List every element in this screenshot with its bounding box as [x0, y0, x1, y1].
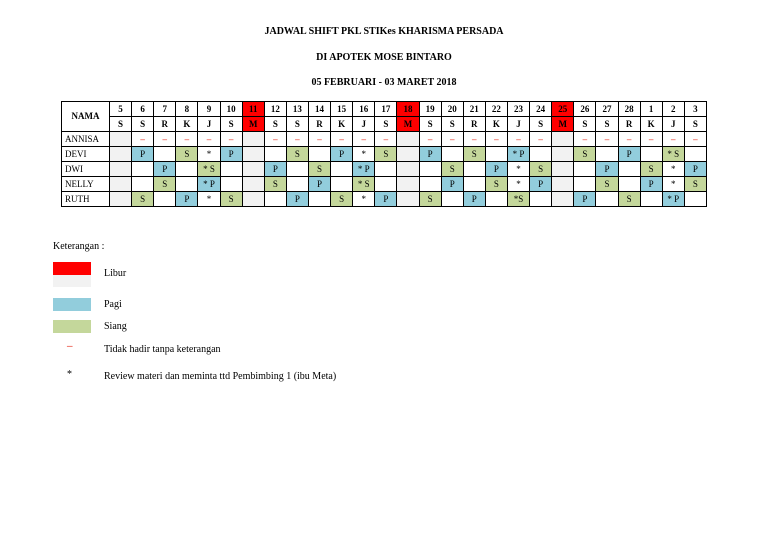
shift-cell	[220, 162, 242, 177]
student-name: DWI	[62, 162, 110, 177]
shift-cell	[552, 132, 574, 147]
shift-cell: S	[574, 147, 596, 162]
day-header: J	[353, 117, 375, 132]
shift-cell	[220, 177, 242, 192]
shift-cell	[154, 192, 176, 207]
shift-cell: –	[684, 132, 706, 147]
legend-swatch-siang	[53, 320, 91, 333]
date-header: 10	[220, 102, 242, 117]
legend-star-symbol: *	[67, 369, 72, 380]
shift-cell: S	[684, 177, 706, 192]
shift-cell: * S	[198, 162, 220, 177]
day-header: K	[485, 117, 507, 132]
shift-cell	[530, 192, 552, 207]
date-header: 16	[353, 102, 375, 117]
date-header-row	[62, 102, 707, 117]
doc-subtitle-period: 05 FEBRUARI - 03 MARET 2018	[311, 77, 457, 88]
shift-cell	[286, 162, 308, 177]
shift-cell	[331, 177, 353, 192]
shift-cell: –	[176, 132, 198, 147]
shift-cell: –	[286, 132, 308, 147]
table-row	[62, 192, 707, 207]
shift-cell	[485, 192, 507, 207]
shift-cell: –	[419, 132, 441, 147]
shift-cell: S	[132, 192, 154, 207]
shift-cell	[110, 162, 132, 177]
date-header: 3	[684, 102, 706, 117]
shift-cell: –	[308, 132, 330, 147]
shift-cell	[308, 192, 330, 207]
shift-cell: * P	[353, 162, 375, 177]
shift-cell	[530, 147, 552, 162]
shift-cell	[552, 192, 574, 207]
shift-cell: S	[264, 177, 286, 192]
legend-swatch-libur	[53, 262, 91, 275]
date-header: 13	[286, 102, 308, 117]
shift-cell: *	[198, 147, 220, 162]
day-header: M	[397, 117, 419, 132]
shift-cell: S	[530, 162, 552, 177]
shift-cell	[397, 132, 419, 147]
shift-cell	[132, 162, 154, 177]
shift-cell: –	[441, 132, 463, 147]
table-row	[62, 132, 707, 147]
date-header: 24	[530, 102, 552, 117]
day-header: S	[441, 117, 463, 132]
shift-cell: P	[331, 147, 353, 162]
shift-cell: *	[353, 147, 375, 162]
legend-label-libur: Libur	[104, 268, 127, 279]
date-header: 9	[198, 102, 220, 117]
shift-cell: P	[220, 147, 242, 162]
day-header: S	[419, 117, 441, 132]
shift-cell	[242, 177, 264, 192]
day-header-row	[62, 117, 707, 132]
legend-dash-symbol: –	[67, 340, 73, 352]
shift-cell: *	[662, 162, 684, 177]
shift-cell: *	[198, 192, 220, 207]
shift-cell: S	[618, 192, 640, 207]
shift-cell: S	[154, 177, 176, 192]
shift-cell	[397, 147, 419, 162]
table-row	[62, 147, 707, 162]
shift-cell: S	[308, 162, 330, 177]
shift-cell	[397, 192, 419, 207]
shift-cell: –	[463, 132, 485, 147]
shift-cell: –	[154, 132, 176, 147]
shift-cell: * S	[353, 177, 375, 192]
shift-cell: S	[331, 192, 353, 207]
shift-cell	[176, 162, 198, 177]
shift-cell: –	[220, 132, 242, 147]
legend-swatch-libur-grey	[53, 275, 91, 287]
shift-cell	[242, 192, 264, 207]
legend-swatch-pagi	[53, 298, 91, 311]
shift-cell: P	[618, 147, 640, 162]
shift-cell	[684, 192, 706, 207]
shift-cell	[264, 192, 286, 207]
shift-cell: S	[463, 147, 485, 162]
shift-cell	[640, 192, 662, 207]
date-header: 8	[176, 102, 198, 117]
shift-cell: P	[308, 177, 330, 192]
date-header: 12	[264, 102, 286, 117]
shift-cell: P	[485, 162, 507, 177]
shift-cell: *	[353, 192, 375, 207]
shift-cell	[596, 192, 618, 207]
day-header: S	[684, 117, 706, 132]
shift-cell	[618, 162, 640, 177]
student-name: NELLY	[62, 177, 110, 192]
shift-cell: –	[530, 132, 552, 147]
shift-cell: P	[286, 192, 308, 207]
shift-cell: P	[132, 147, 154, 162]
shift-cell: P	[154, 162, 176, 177]
shift-cell	[419, 162, 441, 177]
shift-cell: –	[132, 132, 154, 147]
shift-cell	[154, 147, 176, 162]
shift-cell: –	[485, 132, 507, 147]
shift-cell: *S	[507, 192, 529, 207]
shift-cell: –	[353, 132, 375, 147]
shift-cell: * P	[662, 192, 684, 207]
shift-cell	[242, 162, 264, 177]
shift-cell	[441, 192, 463, 207]
shift-cell: P	[441, 177, 463, 192]
shift-cell	[552, 162, 574, 177]
shift-cell	[419, 177, 441, 192]
shift-cell: –	[198, 132, 220, 147]
shift-cell	[375, 177, 397, 192]
day-header: M	[242, 117, 264, 132]
shift-cell	[552, 177, 574, 192]
shift-cell	[110, 147, 132, 162]
shift-cell: * P	[198, 177, 220, 192]
shift-cell	[110, 177, 132, 192]
shift-cell: P	[463, 192, 485, 207]
shift-cell: P	[375, 192, 397, 207]
shift-cell	[485, 147, 507, 162]
date-header: 1	[640, 102, 662, 117]
date-header: 15	[331, 102, 353, 117]
day-header: R	[618, 117, 640, 132]
shift-cell	[397, 177, 419, 192]
day-header: S	[110, 117, 132, 132]
day-header: S	[596, 117, 618, 132]
shift-cell: S	[419, 192, 441, 207]
shift-cell: S	[176, 147, 198, 162]
student-name: DEVI	[62, 147, 110, 162]
shift-cell: –	[375, 132, 397, 147]
shift-cell	[132, 177, 154, 192]
shift-cell: –	[574, 132, 596, 147]
shift-cell	[242, 147, 264, 162]
shift-cell: P	[264, 162, 286, 177]
date-header: 5	[110, 102, 132, 117]
day-header: K	[176, 117, 198, 132]
shift-cell: P	[574, 192, 596, 207]
shift-cell	[331, 162, 353, 177]
date-header: 18	[397, 102, 419, 117]
student-name: ANNISA	[62, 132, 110, 147]
shift-cell: P	[640, 177, 662, 192]
date-header: 21	[463, 102, 485, 117]
legend-label-pagi: Pagi	[104, 299, 122, 310]
day-header: R	[154, 117, 176, 132]
date-header: 23	[507, 102, 529, 117]
doc-title: JADWAL SHIFT PKL STIKes KHARISMA PERSADA	[264, 26, 504, 37]
shift-cell: –	[640, 132, 662, 147]
date-header: 11	[242, 102, 264, 117]
shift-cell: –	[618, 132, 640, 147]
shift-schedule-table	[61, 101, 707, 207]
shift-cell	[176, 177, 198, 192]
day-header: M	[552, 117, 574, 132]
shift-cell	[552, 147, 574, 162]
doc-subtitle-location: DI APOTEK MOSE BINTARO	[316, 52, 452, 63]
shift-cell: S	[286, 147, 308, 162]
legend-label-absent: Tidak hadir tanpa keterangan	[104, 344, 221, 355]
shift-cell	[375, 162, 397, 177]
day-header: S	[220, 117, 242, 132]
day-header: R	[463, 117, 485, 132]
day-header: J	[662, 117, 684, 132]
shift-cell	[640, 147, 662, 162]
shift-cell	[286, 177, 308, 192]
shift-cell: S	[375, 147, 397, 162]
shift-cell: –	[662, 132, 684, 147]
shift-cell: * S	[662, 147, 684, 162]
shift-cell: P	[530, 177, 552, 192]
shift-cell: S	[640, 162, 662, 177]
shift-cell	[574, 177, 596, 192]
shift-cell: –	[507, 132, 529, 147]
legend-label-review: Review materi dan meminta ttd Pembimbing 1 (ibu Meta)	[104, 371, 337, 382]
shift-cell: –	[264, 132, 286, 147]
shift-cell	[596, 147, 618, 162]
table-row	[62, 162, 707, 177]
day-header: K	[640, 117, 662, 132]
shift-cell: S	[485, 177, 507, 192]
date-header: 27	[596, 102, 618, 117]
shift-cell: S	[441, 162, 463, 177]
day-header: S	[264, 117, 286, 132]
day-header: S	[286, 117, 308, 132]
shift-cell	[264, 147, 286, 162]
day-header: J	[198, 117, 220, 132]
shift-cell: P	[419, 147, 441, 162]
shift-cell: –	[596, 132, 618, 147]
shift-cell: P	[684, 162, 706, 177]
student-name: RUTH	[62, 192, 110, 207]
shift-cell	[618, 177, 640, 192]
shift-cell	[684, 147, 706, 162]
shift-cell: S	[220, 192, 242, 207]
legend-title: Keterangan :	[53, 241, 105, 252]
day-header: S	[530, 117, 552, 132]
shift-cell: *	[662, 177, 684, 192]
shift-cell	[110, 192, 132, 207]
shift-cell: –	[331, 132, 353, 147]
day-header: K	[331, 117, 353, 132]
name-column-header: NAMA	[62, 102, 110, 132]
shift-cell: *	[507, 162, 529, 177]
shift-cell	[397, 162, 419, 177]
legend-label-siang: Siang	[104, 321, 127, 332]
date-header: 2	[662, 102, 684, 117]
date-header: 19	[419, 102, 441, 117]
date-header: 6	[132, 102, 154, 117]
shift-cell: P	[176, 192, 198, 207]
date-header: 17	[375, 102, 397, 117]
day-header: S	[574, 117, 596, 132]
day-header: S	[375, 117, 397, 132]
date-header: 28	[618, 102, 640, 117]
shift-cell: *	[507, 177, 529, 192]
shift-cell	[463, 177, 485, 192]
shift-cell	[308, 147, 330, 162]
table-row	[62, 177, 707, 192]
day-header: S	[132, 117, 154, 132]
shift-cell	[463, 162, 485, 177]
shift-cell	[242, 132, 264, 147]
shift-cell: * P	[507, 147, 529, 162]
day-header: J	[507, 117, 529, 132]
shift-cell	[110, 132, 132, 147]
date-header: 25	[552, 102, 574, 117]
shift-cell	[441, 147, 463, 162]
date-header: 7	[154, 102, 176, 117]
date-header: 26	[574, 102, 596, 117]
date-header: 14	[308, 102, 330, 117]
day-header: R	[308, 117, 330, 132]
shift-cell	[574, 162, 596, 177]
date-header: 22	[485, 102, 507, 117]
shift-cell: P	[596, 162, 618, 177]
date-header: 20	[441, 102, 463, 117]
shift-cell: S	[596, 177, 618, 192]
